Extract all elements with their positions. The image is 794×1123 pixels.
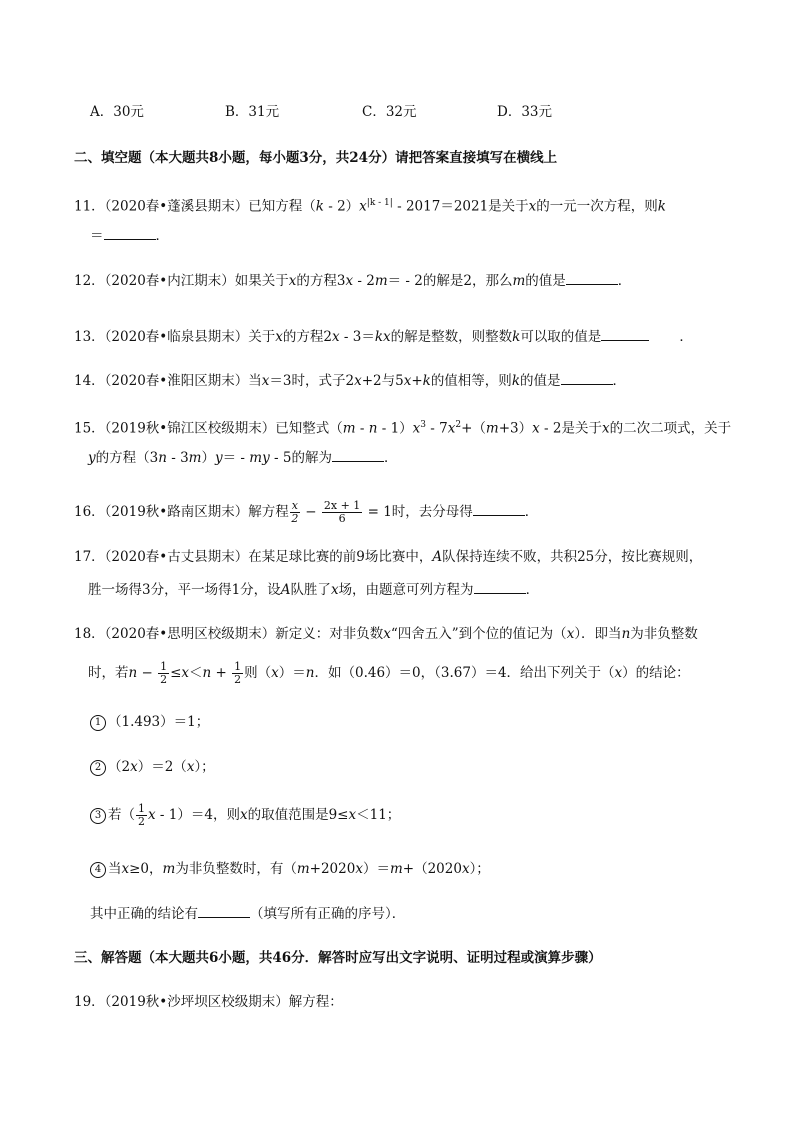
numerator: x xyxy=(291,499,298,512)
answer-blank[interactable] xyxy=(198,903,250,918)
statement-text: ）； xyxy=(469,861,490,877)
q17-text: 队保持连续不败，共积25分，按比赛规则， xyxy=(442,549,703,565)
statement-text: ≥0， xyxy=(129,861,163,877)
var-x: x xyxy=(412,420,421,437)
q13-text: - 3＝ xyxy=(339,329,375,345)
question-11-line2 xyxy=(90,225,169,246)
var-m: m xyxy=(485,420,499,437)
q14-text: + xyxy=(411,373,423,389)
fraction-x-over-2 xyxy=(290,500,300,525)
var-x: x xyxy=(186,759,195,775)
var-n: n xyxy=(368,420,378,437)
q16-text: 16．（2019秋•路南区期末）解方程 xyxy=(74,504,289,520)
q18-text: 时，若 xyxy=(88,665,129,681)
var-k: k xyxy=(657,198,666,215)
q15-text: +（ xyxy=(461,420,486,437)
q15-text: ） xyxy=(201,450,215,466)
statement-text: 当 xyxy=(108,861,122,877)
statement-text: ＜11； xyxy=(356,807,401,823)
q16-text: ． xyxy=(524,504,539,520)
q11-text: - 2） xyxy=(323,198,360,215)
q12-text: ＝ - 2的解是2，那么 xyxy=(387,273,513,289)
numerator: 2x + 1 xyxy=(323,499,361,512)
var-x: x xyxy=(348,807,357,823)
var-x: x xyxy=(614,665,623,681)
summary-text: （填写所有正确的序号）． xyxy=(250,906,406,922)
q18-text: “四舍五入”到个位的值记为（ xyxy=(390,626,567,642)
answer-blank[interactable] xyxy=(104,225,156,240)
q13-text: 可以取的值是 xyxy=(520,329,602,345)
var-x: x xyxy=(181,665,190,681)
answer-blank[interactable] xyxy=(332,447,384,462)
q13-text: 13．（2020春•临泉县期末）关于 xyxy=(74,329,276,345)
statement-text: - 1）＝4，则 xyxy=(155,807,240,823)
var-x: x xyxy=(261,373,270,389)
var-n: n xyxy=(202,665,212,681)
fraction-one-half xyxy=(232,661,243,686)
option-c: C．32元 xyxy=(362,104,417,120)
q18-text: ）．即当 xyxy=(574,626,622,642)
statement-2 xyxy=(90,757,215,777)
section-title-fill-in: 二、填空题（本大题共8小题，每小题3分，共24分）请把答案直接填写在横线上 xyxy=(74,150,558,166)
q12-text: 的方程3 xyxy=(296,273,346,289)
circled-number: 3 xyxy=(90,808,106,824)
statement-4 xyxy=(90,859,490,879)
numerator: 1 xyxy=(160,660,168,673)
q18-text: ＜ xyxy=(189,665,203,681)
statement-text: +2020 xyxy=(309,861,356,877)
q14-text: 的值是 xyxy=(520,373,561,389)
answer-blank[interactable] xyxy=(473,501,525,516)
var-k: k xyxy=(315,198,324,215)
q18-text: ≤ xyxy=(170,665,182,681)
statement-text: ）＝ xyxy=(362,861,390,877)
q14-text: ＝3时，式子2 xyxy=(269,373,355,389)
var-x: x xyxy=(330,582,339,598)
statement-text: 若（ xyxy=(108,807,135,823)
q15-text: 15．（2019秋•锦江区校级期末）已知整式（ xyxy=(74,420,343,437)
q15-text: 的二次二项式，关于 xyxy=(609,420,732,437)
var-x: x xyxy=(121,861,130,877)
minus-sign: − xyxy=(300,504,321,520)
var-x: x xyxy=(461,861,470,877)
q15-text: - 2是关于 xyxy=(539,420,602,437)
q12-text: 的值是 xyxy=(525,273,566,289)
q17-text: ． xyxy=(525,582,540,598)
answer-blank[interactable] xyxy=(601,326,649,341)
var-kx: kx xyxy=(374,329,391,345)
var-x: x xyxy=(345,273,354,289)
var-m: m xyxy=(296,861,310,877)
numerator: 1 xyxy=(138,802,145,815)
q13-text: 的方程2 xyxy=(282,329,332,345)
fraction-one-half xyxy=(158,661,169,686)
question-12 xyxy=(74,270,631,291)
q17-text: 场，由题意可列方程为 xyxy=(338,582,474,598)
var-m: m xyxy=(162,861,176,877)
question-11 xyxy=(74,193,666,217)
var-x: x xyxy=(447,420,456,437)
var-x: x xyxy=(532,420,540,437)
question-18-line2 xyxy=(88,658,690,688)
var-n: n xyxy=(621,626,631,642)
q18-text: 则（ xyxy=(244,665,272,681)
q15-text: - 7 xyxy=(426,420,448,437)
statement-text: （1.493）＝1； xyxy=(108,714,210,730)
q18-text: 18．（2020春•思明区校级期末）新定义：对非负数 xyxy=(74,626,384,642)
denominator: 2 xyxy=(234,673,242,686)
question-16 xyxy=(74,497,538,527)
var-k: k xyxy=(422,373,431,389)
var-x: x xyxy=(355,861,363,877)
var-x: x xyxy=(130,759,138,775)
statement-text: ）＝2（ xyxy=(137,759,187,775)
var-x: x xyxy=(288,273,297,289)
var-m: m xyxy=(342,420,356,437)
q11-text: ． xyxy=(155,228,169,244)
q14-text: +2与5 xyxy=(361,373,404,389)
statement-text: ）； xyxy=(194,759,215,775)
question-19: 19．（2019秋•沙坪坝区校级期末）解方程： xyxy=(74,994,343,1010)
var-x: x xyxy=(271,665,279,681)
var-m: m xyxy=(512,273,526,289)
var-x: x xyxy=(331,329,340,345)
q18-text: − xyxy=(137,665,158,681)
var-k: k xyxy=(511,373,520,389)
q13-text: ． xyxy=(679,329,693,345)
q15-text: ＝ - xyxy=(222,450,250,466)
answer-blank[interactable] xyxy=(474,579,526,594)
summary-text: 其中正确的结论有 xyxy=(90,906,198,922)
q15-text: - 5的解为 xyxy=(269,450,332,466)
section-title-solve: 三、解答题（本大题共6小题，共46分．解答时应写出文字说明、证明过程或演算步骤） xyxy=(74,950,602,966)
exponent: 3 xyxy=(420,420,427,430)
q11-text: ＝ xyxy=(90,228,104,244)
answer-blank[interactable] xyxy=(566,270,618,285)
statement-text: 的取值范围是9≤ xyxy=(247,807,349,823)
q15-text: - 1） xyxy=(377,420,413,437)
var-n: n xyxy=(158,450,167,466)
var-x: x xyxy=(566,626,575,642)
var-x: x xyxy=(383,626,391,642)
denominator: 6 xyxy=(338,512,346,525)
var-y: y xyxy=(214,450,223,466)
q15-text: 的方程（3 xyxy=(95,450,159,466)
var-x: x xyxy=(602,420,610,437)
fraction-one-half xyxy=(136,803,147,828)
denominator: 2 xyxy=(138,815,145,828)
var-x: x xyxy=(275,329,283,345)
var-m: m xyxy=(374,273,388,289)
statement-summary xyxy=(90,903,405,924)
var-m: m xyxy=(188,450,202,466)
fraction-2x-plus-1-over-6 xyxy=(322,500,362,525)
question-15-line2 xyxy=(88,447,397,468)
q17-text: 17．（2020春•古丈县期末）在某足球比赛的前9场比赛中， xyxy=(74,549,433,565)
exponent: 2 xyxy=(455,420,462,430)
q16-text: = 1时，去分母得 xyxy=(363,504,473,520)
q12-text: 12．（2020春•内江期末）如果关于 xyxy=(74,273,289,289)
question-13 xyxy=(74,326,693,347)
q11-text: - 2017＝2021是关于 xyxy=(392,198,529,215)
q15-text: +3） xyxy=(498,420,533,437)
q11-text: 11．（2020春•蓬溪县期末）已知方程（ xyxy=(74,198,316,215)
statement-1 xyxy=(90,712,209,732)
var-x: x xyxy=(239,807,248,823)
q18-text: ）＝ xyxy=(278,665,306,681)
denominator: 2 xyxy=(291,512,299,525)
q15-text: ． xyxy=(383,450,398,466)
q14-text: 14．（2020春•淮阳区期末）当 xyxy=(74,373,262,389)
var-x: x xyxy=(403,373,412,389)
q12-text: ． xyxy=(617,273,632,289)
question-15 xyxy=(74,415,731,439)
question-14 xyxy=(74,370,626,391)
denominator: 2 xyxy=(160,673,168,686)
q14-text: ． xyxy=(612,373,626,389)
answer-blank[interactable] xyxy=(561,370,613,385)
circled-number: 4 xyxy=(90,862,106,878)
option-d: D．33元 xyxy=(497,104,553,120)
q18-text: + xyxy=(211,665,232,681)
circled-number: 1 xyxy=(90,715,106,731)
circled-number: 2 xyxy=(90,760,106,776)
var-x: x xyxy=(354,373,362,389)
statement-text: +（2020 xyxy=(402,861,462,877)
q18-text: ）的结论： xyxy=(622,665,690,681)
var-m: m xyxy=(389,861,403,877)
q15-text: - xyxy=(355,420,369,437)
var-x: x xyxy=(359,198,367,215)
statement-text: （2 xyxy=(108,759,131,775)
var-n: n xyxy=(128,665,138,681)
q17-text: 胜一场得3分，平一场得1分，设 xyxy=(88,582,281,598)
question-17 xyxy=(74,547,702,567)
var-a: A xyxy=(280,582,291,598)
var-x: x xyxy=(148,807,156,823)
var-k: k xyxy=(512,329,521,345)
q18-text: 为非负整数 xyxy=(630,626,698,642)
exponent: |k - 1| xyxy=(366,198,393,208)
q12-text: - 2 xyxy=(353,273,375,289)
q13-text: 的解是整数，则整数 xyxy=(390,329,513,345)
q18-text: ．如（0.46）＝0，（3.67）＝4．给出下列关于（ xyxy=(314,665,615,681)
option-a: A．30元 xyxy=(90,104,144,120)
question-17-line2 xyxy=(88,579,539,600)
numerator: 1 xyxy=(234,660,242,673)
statement-3 xyxy=(90,800,400,830)
option-b: B．31元 xyxy=(225,104,280,120)
question-18 xyxy=(74,624,698,644)
q14-text: 的值相等，则 xyxy=(430,373,512,389)
var-n: n xyxy=(305,665,315,681)
var-a: A xyxy=(432,549,443,565)
var-my: my xyxy=(249,450,270,466)
statement-text: 为非负整数时，有（ xyxy=(175,861,297,877)
var-x: x xyxy=(528,198,537,215)
q17-text: 队胜了 xyxy=(290,582,331,598)
q15-text: - 3 xyxy=(166,450,189,466)
q11-text: 的一元一次方程，则 xyxy=(536,198,658,215)
var-y: y xyxy=(88,450,96,466)
